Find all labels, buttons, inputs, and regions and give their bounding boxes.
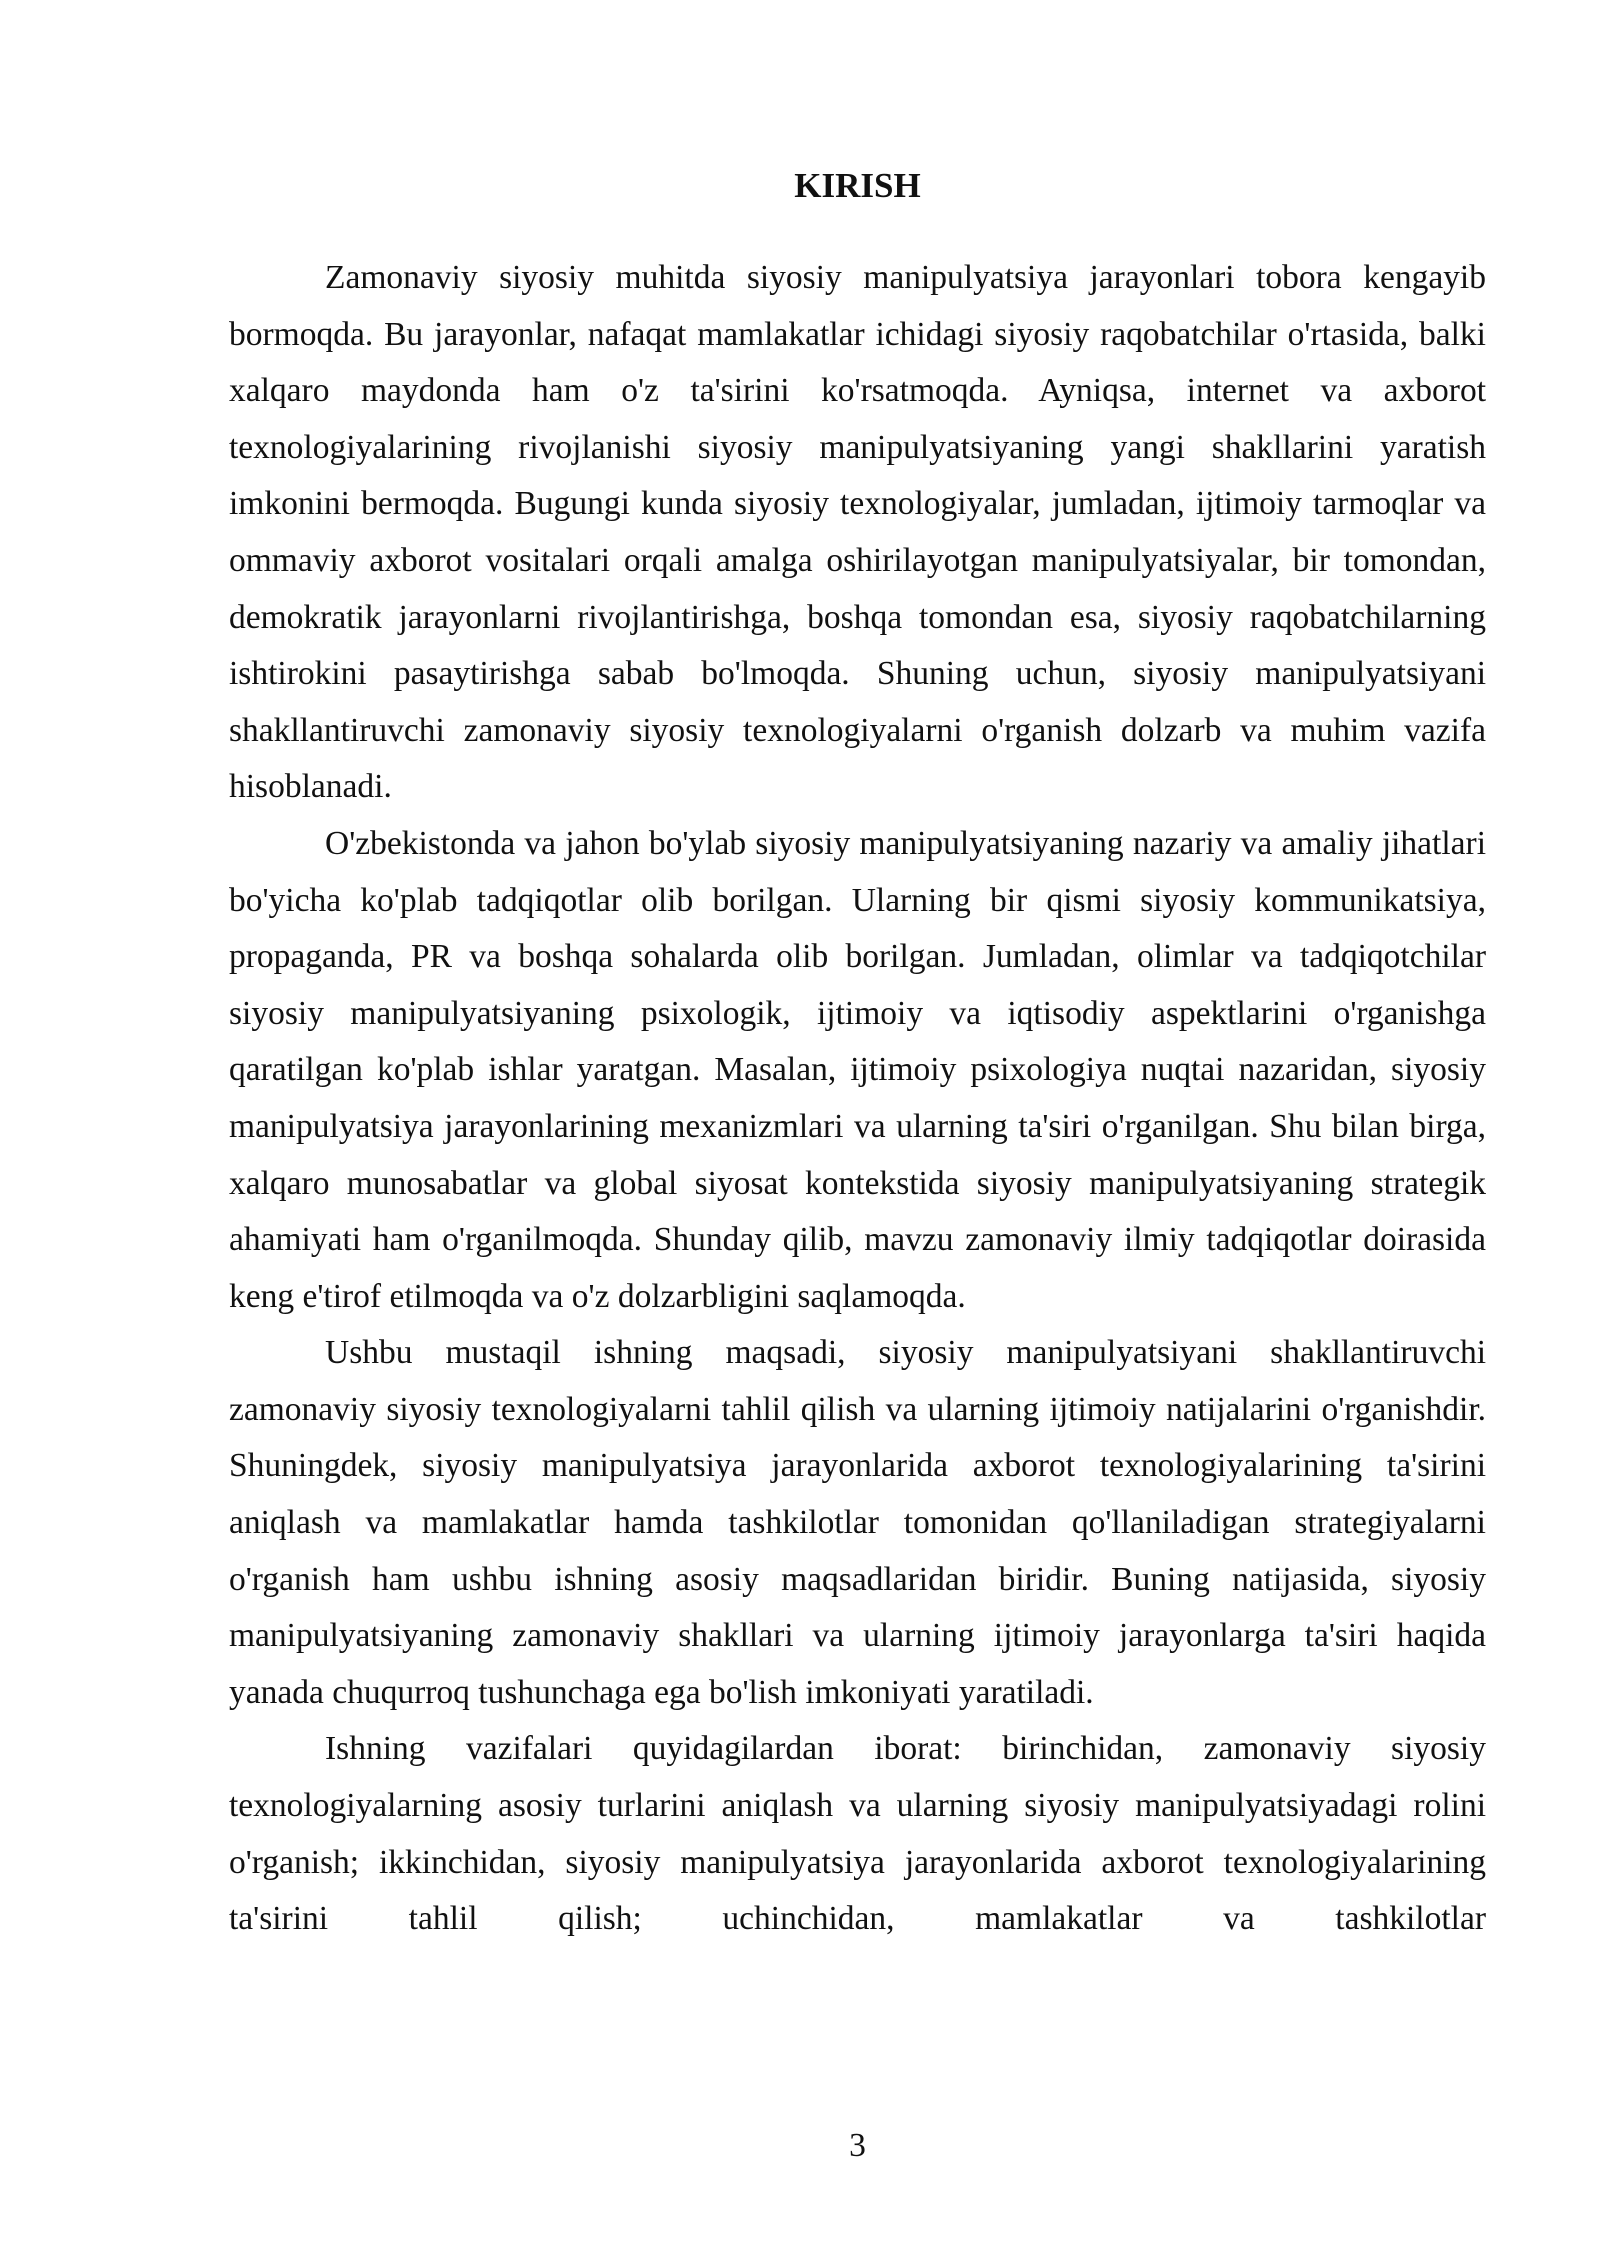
body-text xyxy=(229,250,1486,1948)
paragraph: Zamonaviy siyosiy muhitda siyosiy manipulyatsiya jarayonlari tobora kengayib bormoqda. Bu jarayonlar, nafaqat mamlakatlar ichidagi siyosiy raqobatchilar o'rtasida, balki xalqaro maydonda ham o'z ta'sirini ko'rsatmoqda. Ayniqsa, internet va axborot texnologiyalarining rivojlanishi siyosiy manipulyatsiyaning yangi shakllarini yaratish imkonini bermoqda. Bugungi kunda siyosiy texnologiyalar, jumladan, ijtimoiy tarmoqlar va ommaviy axborot vositalari orqali amalga oshirilayotgan manipulyatsiyalar, bir tomondan, demokratik jarayonlarni rivojlantirishga, boshqa tomondan esa, siyosiy raqobatchilarning ishtirokini pasaytirishga sabab bo'lmoqda. Shuning uchun, siyosiy manipulyatsiyani shakllantiruvchi zamonaviy siyosiy texnologiyalarni o'rganish dolzarb va muhim vazifa hisoblanadi. xyxy=(229,259,1486,806)
paragraph: Ushbu mustaqil ishning maqsadi, siyosiy manipulyatsiyani shakllantiruvchi zamonaviy siyosiy texnologiyalarni tahlil qilish va ularning ijtimoiy natijalarini o'rganishdir. Shuningdek, siyosiy manipulyatsiya jarayonlarida axborot texnologiyalarining ta'sirini aniqlash va mamlakatlar hamda tashkilotlar tomonidan qo'llaniladigan strategiyalarni o'rganish ham ushbu ishning asosiy maqsadlaridan biridir. Buning natijasida, siyosiy manipulyatsiyaning zamonaviy shakllari va ularning ijtimoiy jarayonlarga ta'siri haqida yanada chuqurroq tushunchaga ega bo'lish imkoniyati yaratiladi. xyxy=(229,1334,1486,1711)
paragraph: O'zbekistonda va jahon bo'ylab siyosiy manipulyatsiyaning nazariy va amaliy jihatlari bo'yicha ko'plab tadqiqotlar olib borilgan. Ularning bir qismi siyosiy kommunikatsiya, propaganda, PR va boshqa sohalarda olib borilgan. Jumladan, olimlar va tadqiqotchilar siyosiy manipulyatsiyaning psixologik, ijtimoiy va iqtisodiy aspektlarini o'rganishga qaratilgan ko'plab ishlar yaratgan. Masalan, ijtimoiy psixologiya nuqtai nazaridan, siyosiy manipulyatsiya jarayonlarining mexanizmlari va ularning ta'siri o'rganilgan. Shu bilan birga, xalqaro munosabatlar va global siyosat kontekstida siyosiy manipulyatsiyaning strategik ahamiyati ham o'rganilmoqda. Shunday qilib, mavzu zamonaviy ilmiy tadqiqotlar doirasida keng e'tirof etilmoqda va o'z dolzarbligini saqlamoqda. xyxy=(229,824,1486,1315)
paragraph: Ishning vazifalari quyidagilardan iborat: birinchidan, zamonaviy siyosiy texnologiyalarning asosiy turlarini aniqlash va ularning siyosiy manipulyatsiyadagi rolini o'rganish; ikkinchidan, siyosiy manipulyatsiya jarayonlarida axborot texnologiyalarining ta'sirini tahlil qilish; uchinchidan, mamlakatlar va tashkilotlar xyxy=(229,1730,1486,1938)
section-heading: KIRISH xyxy=(794,166,921,205)
page-number: 3 xyxy=(849,2127,866,2164)
